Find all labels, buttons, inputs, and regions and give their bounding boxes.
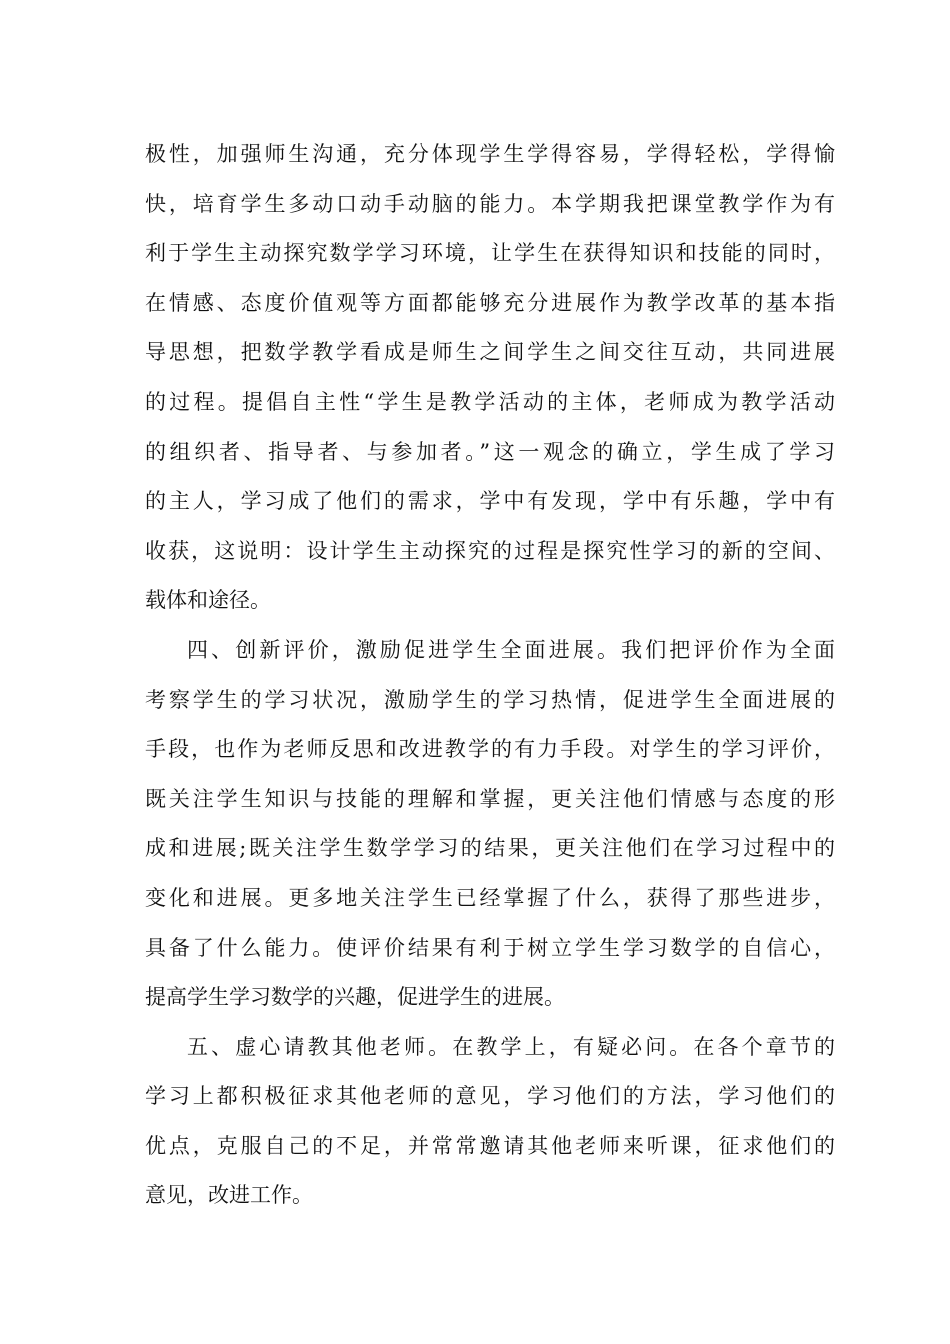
text-line: 变化和进展。更多地关注学生已经掌握了什么，获得了那些进步， <box>145 885 835 910</box>
text-line: 的过程。提倡自主性“学生是教学活动的主体，老师成为教学活动 <box>145 389 835 414</box>
text-line: 考察学生的学习状况，激励学生的学习热情，促进学生全面进展的 <box>145 687 835 712</box>
text-line: 学习上都积极征求其他老师的意见，学习他们的方法，学习他们的 <box>145 1084 835 1109</box>
text-line: 既关注学生知识与技能的理解和掌握，更关注他们情感与态度的形 <box>145 786 835 811</box>
text-line: 在情感、态度价值观等方面都能够充分进展作为教学改革的基本指 <box>145 290 835 315</box>
text-line: 五、虚心请教其他老师。在教学上，有疑必问。在各个章节的 <box>187 1034 835 1059</box>
text-line: 提高学生学习数学的兴趣，促进学生的进展。 <box>145 985 565 1010</box>
text-line: 优点，克服自己的不足，并常常邀请其他老师来听课，征求他们的 <box>145 1133 835 1158</box>
text-line: 意见，改进工作。 <box>145 1183 313 1208</box>
document-body <box>145 130 835 1221</box>
text-line: 极性，加强师生沟通，充分体现学生学得容易，学得轻松，学得愉 <box>145 142 835 166</box>
text-line: 的主人，学习成了他们的需求，学中有发现，学中有乐趣，学中有 <box>145 489 835 514</box>
text-line: 导思想，把数学教学看成是师生之间学生之间交往互动，共同进展 <box>145 340 835 365</box>
text-line: 载体和途径。 <box>145 588 271 613</box>
text-line: 四、创新评价，激励促进学生全面进展。我们把评价作为全面 <box>187 637 835 662</box>
text-line: 收获，这说明：设计学生主动探究的过程是探究性学习的新的空间、 <box>145 538 835 563</box>
text-line: 利于学生主动探究数学学习环境，让学生在获得知识和技能的同时， <box>145 241 835 266</box>
text-line: 具备了什么能力。使评价结果有利于树立学生学习数学的自信心， <box>145 935 835 960</box>
text-line: 的组织者、指导者、与参加者。”这一观念的确立，学生成了学习 <box>145 439 835 464</box>
text-line: 手段，也作为老师反思和改进教学的有力手段。对学生的学习评价， <box>145 737 835 762</box>
text-line: 成和进展;既关注学生数学学习的结果，更关注他们在学习过程中的 <box>145 836 835 861</box>
text-line: 快，培育学生多动口动手动脑的能力。本学期我把课堂教学作为有 <box>145 191 835 216</box>
